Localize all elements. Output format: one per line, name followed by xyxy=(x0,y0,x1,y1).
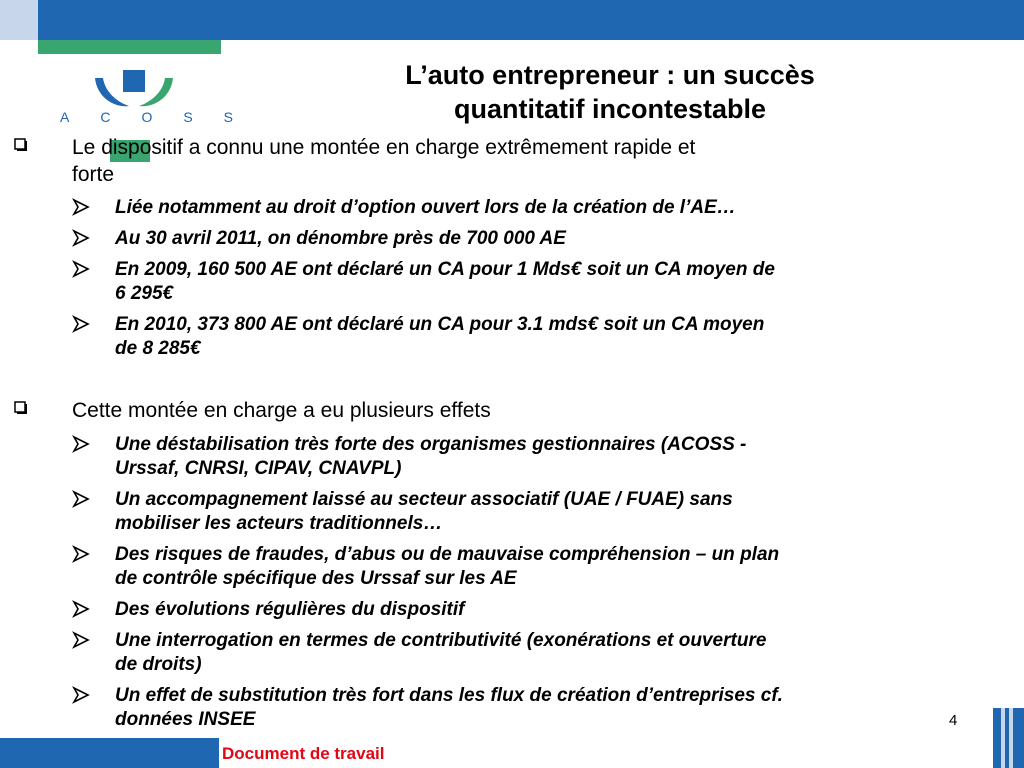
arrow-bullet-icon xyxy=(72,545,90,563)
top-banner xyxy=(0,0,1024,40)
list-item-text-cont: de droits) xyxy=(115,654,202,675)
arrow-bullet-icon xyxy=(72,490,90,508)
list-item-text-cont: de 8 285€ xyxy=(115,338,201,359)
list-item-text: Une déstabilisation très forte des organismes gestionnaires (ACOSS - xyxy=(115,434,747,455)
section-heading-line-1: Cette montée en charge a eu plusieurs effets xyxy=(72,399,491,422)
section-heading-line-1: Le dispositif a connu une montée en charge extrêmement rapide et xyxy=(72,136,696,159)
list-item-text: Au 30 avril 2011, on dénombre près de 700 000 AE xyxy=(115,228,566,249)
arrow-bullet-icon xyxy=(72,198,90,216)
title-line-1: L’auto entrepreneur : un succès xyxy=(405,60,815,90)
list-item-text: Des évolutions régulières du dispositif xyxy=(115,599,465,620)
footer-label: Document de travail xyxy=(222,744,385,763)
list-item-text-cont: données INSEE xyxy=(115,709,256,730)
logo-wordmark: ACOSS xyxy=(60,109,265,125)
bottom-banner-blue xyxy=(0,738,219,768)
list-item-text: En 2009, 160 500 AE ont déclaré un CA pour 1 Mds€ soit un CA moyen de xyxy=(115,259,775,280)
list-item-text-cont: Urssaf, CNRSI, CIPAV, CNAVPL) xyxy=(115,458,402,479)
list-item-text: Une interrogation en termes de contributivité (exonérations et ouverture xyxy=(115,630,767,651)
arrow-bullet-icon xyxy=(72,686,90,704)
top-banner-blue xyxy=(38,0,1024,40)
arrow-bullet-icon xyxy=(72,229,90,247)
page-number: 4 xyxy=(949,712,958,729)
list-item-text: Un accompagnement laissé au secteur associatif (UAE / FUAE) sans xyxy=(115,489,733,510)
list-item-text: Liée notamment au droit d’option ouvert lors de la création de l’AE… xyxy=(115,197,736,218)
title-line-2: quantitatif incontestable xyxy=(453,94,767,124)
checkbox-bullet-icon xyxy=(14,138,28,152)
checkbox-bullet-icon xyxy=(14,401,28,415)
list-item-text: En 2010, 373 800 AE ont déclaré un CA pour 3.1 mds€ soit un CA moyen xyxy=(115,314,765,335)
list-item-text: Des risques de fraudes, d’abus ou de mauvaise compréhension – un plan xyxy=(115,544,780,565)
slide-title xyxy=(345,58,875,126)
list-item-text-cont: mobiliser les acteurs traditionnels… xyxy=(115,513,443,534)
arrow-bullet-icon xyxy=(72,600,90,618)
arrow-bullet-icon xyxy=(72,435,90,453)
bottom-right-pattern xyxy=(1001,708,1024,768)
acoss-logo-icon xyxy=(55,64,215,136)
list-item-text-cont: 6 295€ xyxy=(115,283,174,304)
green-accent-bar xyxy=(38,40,221,54)
arrow-bullet-icon xyxy=(72,631,90,649)
list-item-text-cont: de contrôle spécifique des Urssaf sur les AE xyxy=(115,568,517,589)
arrow-bullet-icon xyxy=(72,315,90,333)
top-banner-light xyxy=(0,0,38,40)
arrow-bullet-icon xyxy=(72,260,90,278)
section-heading-line-2: forte xyxy=(72,163,115,186)
list-item-text: Un effet de substitution très fort dans les flux de création d’entreprises cf. xyxy=(115,685,783,706)
